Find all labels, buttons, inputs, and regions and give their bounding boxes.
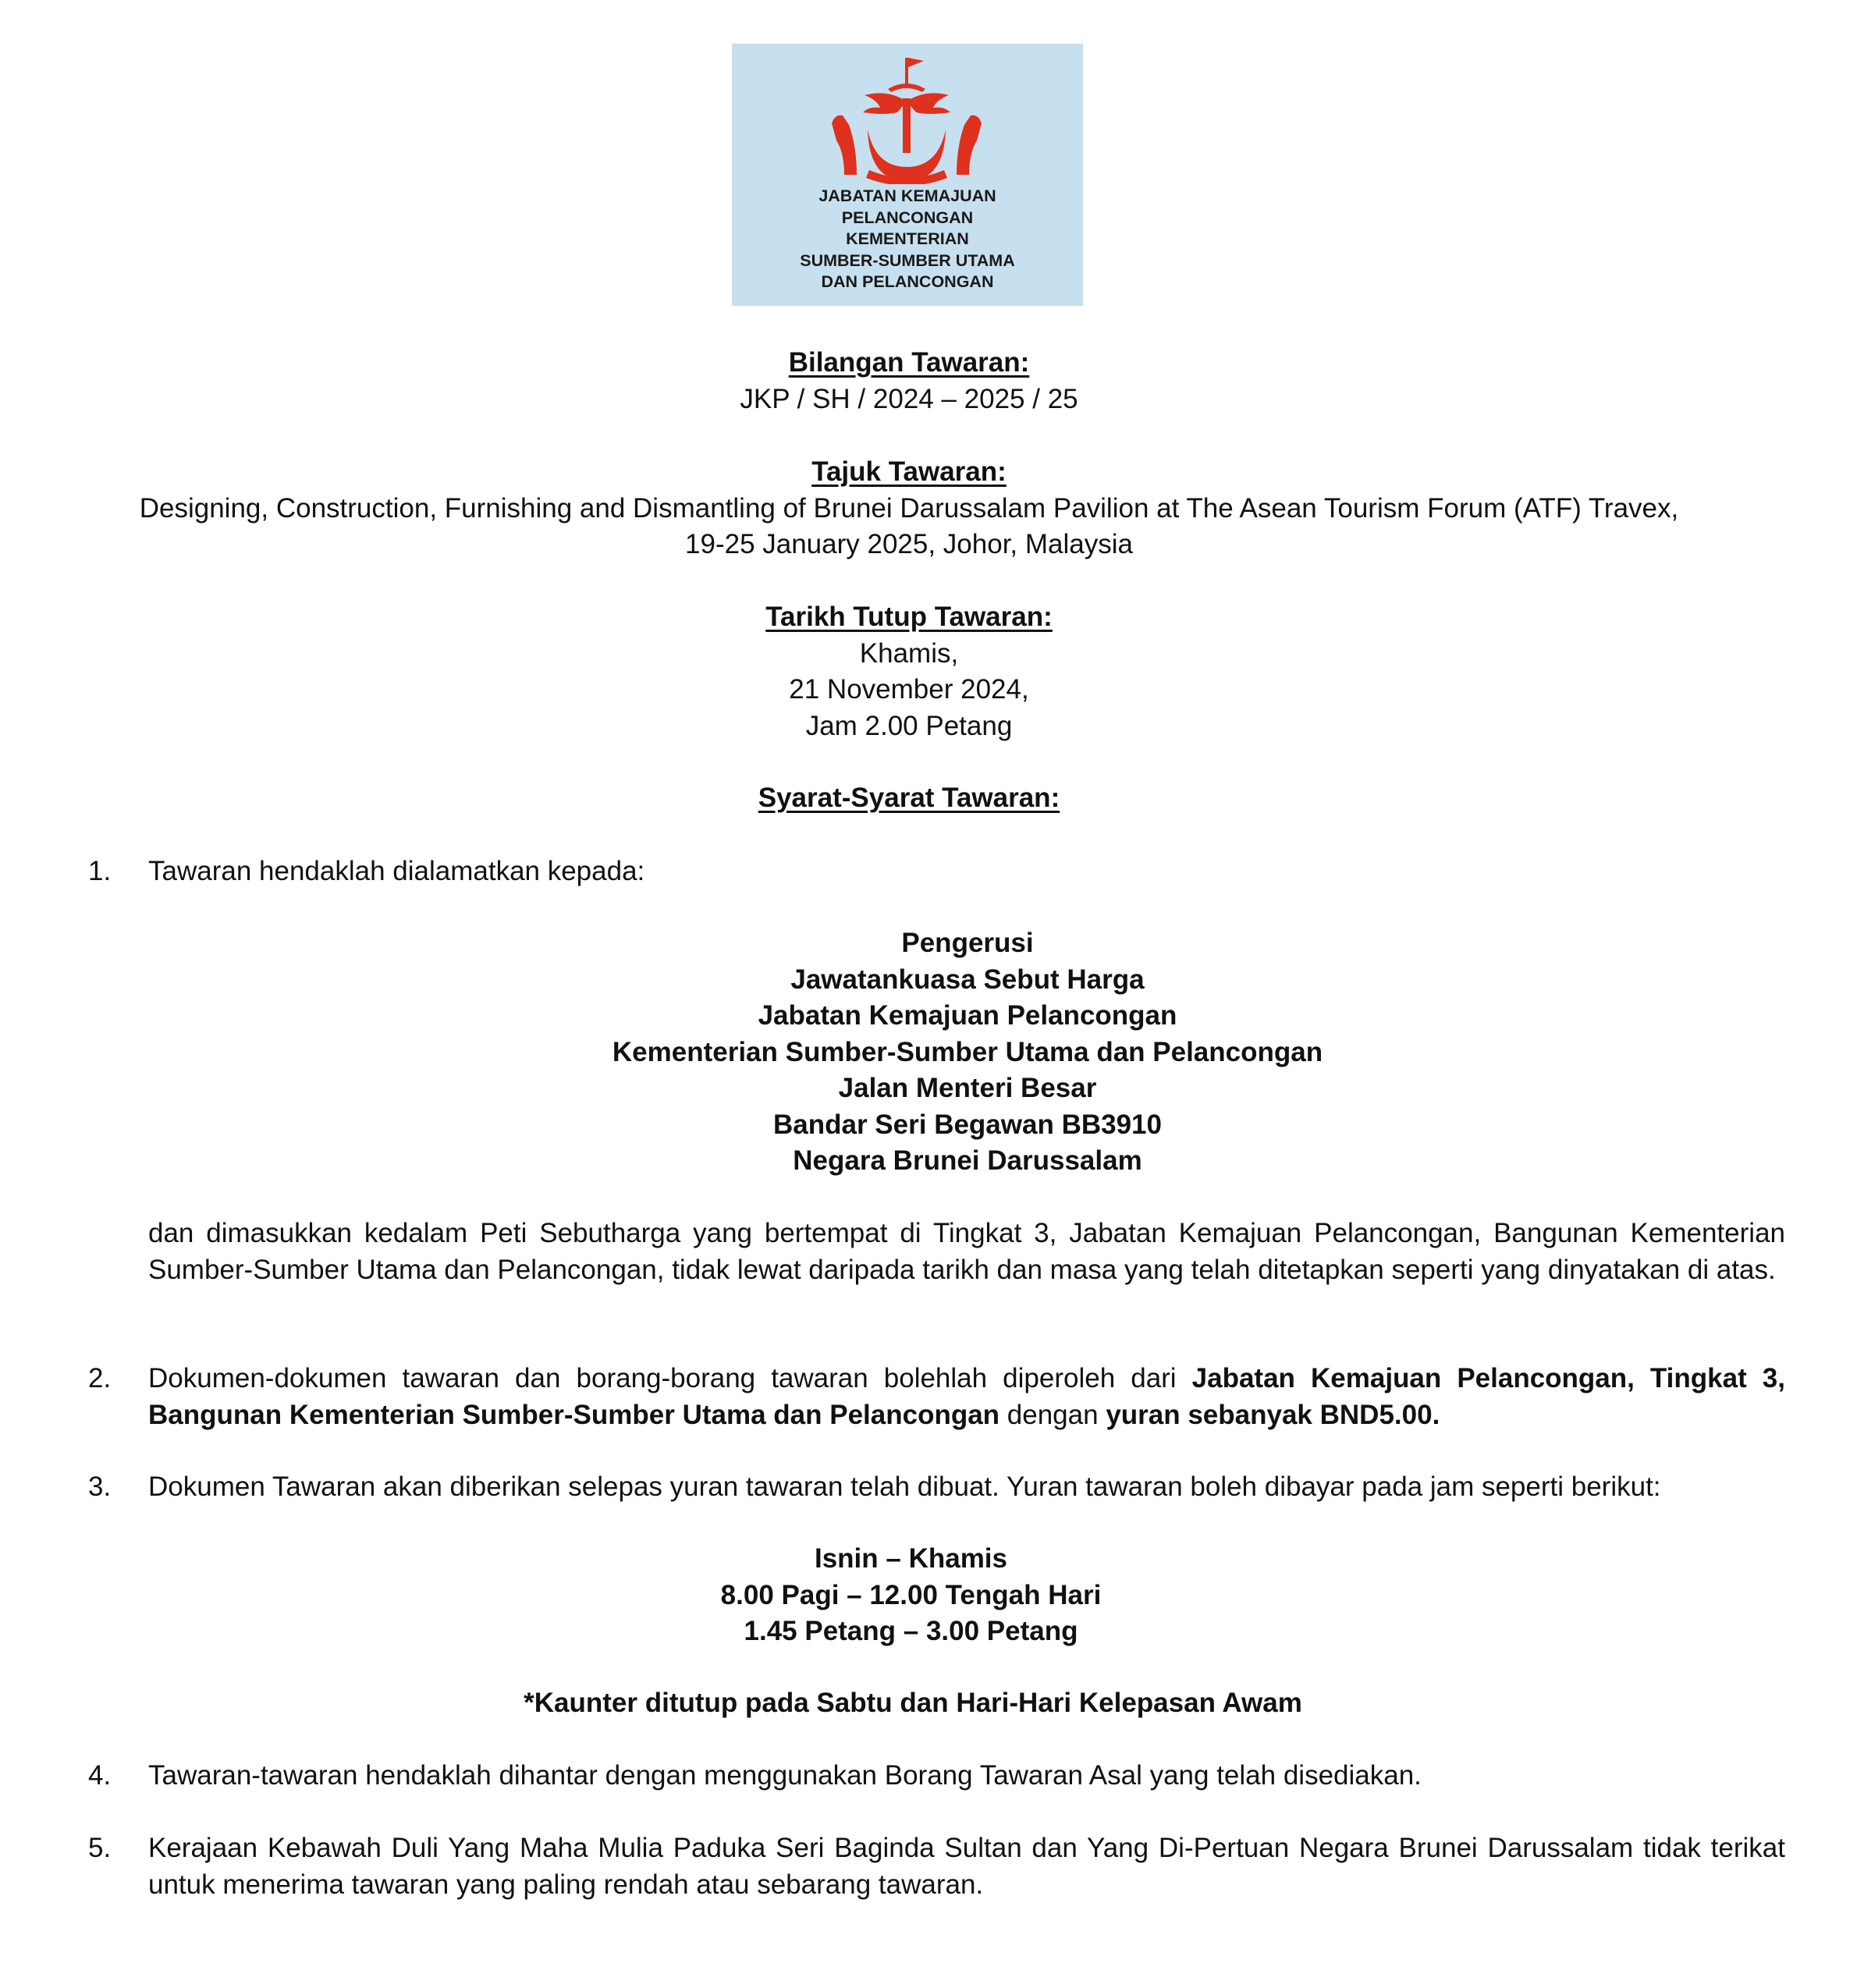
closing-date-heading: Tarikh Tutup Tawaran: [765,602,1053,632]
item-text-bold: Jabatan Kemajuan Pelancongan, Tingkat 3, Bangunan Kementerian Sumber-Sumber Utama dan Pelancongan [148,1363,1785,1430]
address-line: Kementerian Sumber-Sumber Utama dan Pelancongan [612,1036,1323,1067]
address-line: Bandar Seri Begawan BB3910 [773,1109,1162,1140]
item-text-continued: dan dimasukkan kedalam Peti Sebutharga yang bertempat di Tingkat 3, Jabatan Kemajuan Pelancongan, Bangunan Kementerian Sumber-Sumber Utama dan Pelancongan, tidak lewat daripada tarikh dan masa yang telah ditetapkan seperti yang dinyatakan di atas. [148,1218,1785,1285]
tender-title-line-2: 19-25 January 2025, Johor, Malaysia [685,529,1133,559]
item-number: 5. [88,1833,112,1863]
logo-caption [732,186,1083,293]
item-text-part: dengan [1000,1399,1106,1430]
address-line: Pengerusi [901,928,1034,958]
brunei-crest-icon [732,44,1083,184]
counter-closed-note: *Kaunter ditutup pada Sabtu dan Hari-Hari Kelepasan Awam [524,1688,1302,1718]
hours-line: 8.00 Pagi – 12.00 Tengah Hari [720,1579,1102,1610]
closing-date-section [0,599,1818,744]
item-text-bold: yuran sebanyak BND5.00. [1106,1399,1440,1430]
payment-hours-block [0,1541,1822,1650]
address-line: Jawatankuasa Sebut Harga [790,964,1145,995]
logo-line: DAN PELANCONGAN [821,272,994,291]
item-text: Dokumen Tawaran akan diberikan selepas yuran tawaran telah dibuat. Yuran tawaran boleh dibayar pada jam seperti berikut: [148,1471,1661,1502]
address-line: Jabatan Kemajuan Pelancongan [758,1000,1177,1031]
tender-number-value: JKP / SH / 2024 – 2025 / 25 [740,383,1078,414]
item-text [148,1361,1785,1433]
item-number: 3. [88,1471,112,1502]
tender-title-line-1: Designing, Construction, Furnishing and Dismantling of Brunei Darussalam Pavilion at The Asean Tourism Forum (ATF) Travex, [139,492,1679,524]
logo-line: PELANCONGAN [841,208,974,227]
item-text: Tawaran-tawaran hendaklah dihantar dengan menggunakan Borang Tawaran Asal yang telah disediakan. [148,1760,1422,1791]
closing-day: Khamis, [859,637,959,669]
hours-line: 1.45 Petang – 3.00 Petang [744,1616,1078,1646]
logo-line: JABATAN KEMAJUAN [818,186,996,205]
tender-title-heading: Tajuk Tawaran: [811,456,1007,487]
item-number: 2. [88,1363,112,1393]
conditions-heading: Syarat-Syarat Tawaran: [758,783,1060,813]
closing-date: 21 November 2024, [789,674,1029,705]
item-text: Tawaran hendaklah dialamatkan kepada: [148,856,645,886]
tender-title-section [0,454,1818,563]
address-block [0,925,1857,1180]
conditions-section [0,780,1818,817]
logo-line: SUMBER-SUMBER UTAMA [800,250,1015,270]
hours-line: Isnin – Khamis [814,1543,1008,1574]
address-line: Jalan Menteri Besar [838,1073,1097,1103]
logo-line: KEMENTERIAN [846,229,969,248]
address-line: Negara Brunei Darussalam [793,1145,1142,1176]
tender-number-section [0,345,1818,417]
department-logo [732,44,1083,306]
item-text-part: Dokumen-dokumen tawaran dan borang-borang tawaran bolehlah diperoleh dari [148,1363,1192,1393]
item-number: 1. [88,856,112,886]
tender-number-heading: Bilangan Tawaran: [788,347,1030,378]
item-number: 4. [88,1760,112,1791]
closing-time: Jam 2.00 Petang [805,710,1013,741]
item-text: Kerajaan Kebawah Duli Yang Maha Mulia Paduka Seri Baginda Sultan dan Yang Di-Pertuan Negara Brunei Darussalam tidak terikat untuk menerima tawaran yang paling rendah atau sebarang tawaran. [148,1833,1785,1900]
